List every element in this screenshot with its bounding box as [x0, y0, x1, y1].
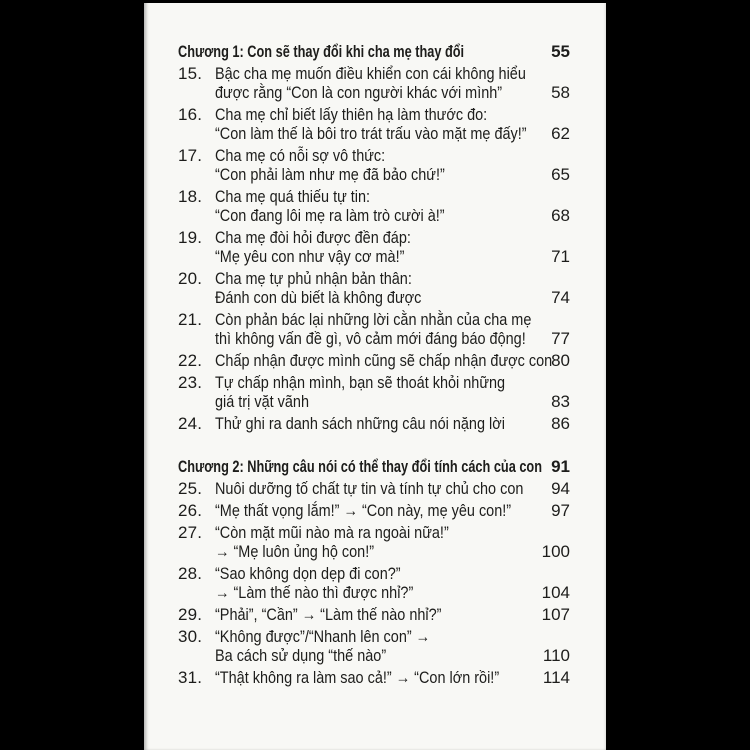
toc-entry-page-number: 83: [551, 392, 570, 411]
toc-entry-line: Cha mẹ chỉ biết lấy thiên hạ làm thước đo:: [215, 105, 488, 124]
chapter-heading-row: [178, 42, 570, 61]
toc-entry-number: 15.: [178, 64, 203, 83]
toc-entry-line: Nuôi dưỡng tố chất tự tin và tính tự chủ cho con: [215, 479, 524, 498]
toc-entry-text: [215, 105, 540, 143]
toc-entry-page-number: 97: [551, 501, 570, 520]
toc-entry-number: 20.: [178, 269, 203, 288]
toc-entry: [178, 564, 570, 602]
toc-entry-line: “Thật không ra làm sao cả!” → “Con lớn rồi!”: [215, 668, 500, 687]
toc-entry-text: [215, 668, 540, 687]
toc-entry-number: 24.: [178, 414, 203, 433]
toc-entry: [178, 627, 570, 665]
toc-entry-line: “Sao không dọn dẹp đi con?”: [215, 564, 401, 583]
toc-entry-number: 26.: [178, 501, 203, 520]
toc-entry-text: [215, 146, 540, 184]
toc-entry-line: Cha mẹ tự phủ nhận bản thân:: [215, 269, 412, 288]
toc-entry: [178, 64, 570, 102]
toc-entry-page-number: 110: [542, 646, 570, 665]
chapter-page-number: 91: [551, 457, 570, 476]
toc-entry-line: Cha mẹ có nỗi sợ vô thức:: [215, 146, 386, 165]
toc-entry-line: Đánh con dù biết là không được: [215, 288, 422, 307]
toc-entry-number: 27.: [178, 523, 203, 542]
toc-entry: [178, 501, 570, 520]
toc-entry-line: “Phải”, “Cần” → “Làm thế nào nhỉ?”: [215, 605, 442, 624]
toc-entry-line: Cha mẹ quá thiếu tự tin:: [215, 187, 371, 206]
chapter-heading-row: [178, 457, 570, 476]
toc-entry-page-number: 58: [551, 83, 570, 102]
toc-entry-line: Còn phản bác lại những lời cằn nhằn của cha mẹ: [215, 310, 532, 329]
toc-entry-line: → “Mẹ luôn ủng hộ con!”: [215, 542, 375, 561]
toc-entry-number: 28.: [178, 564, 203, 583]
toc-entry-number: 25.: [178, 479, 203, 498]
toc-entry-page-number: 62: [551, 124, 570, 143]
toc-entry: [178, 479, 570, 498]
toc-entry-number: 21.: [178, 310, 203, 329]
chapter-heading: Chương 1: Con sẽ thay đổi khi cha mẹ thay đổi: [178, 42, 465, 61]
toc-entry-number: 18.: [178, 187, 203, 206]
toc-entry: [178, 605, 570, 624]
toc-entry-text: [215, 523, 540, 561]
toc-entry-page-number: 114: [542, 668, 570, 687]
photo-top-edge: [0, 0, 750, 3]
toc-entry-number: 31.: [178, 668, 203, 687]
toc-entry-text: [215, 310, 540, 348]
toc-entry: [178, 228, 570, 266]
toc-entry-page-number: 71: [551, 247, 570, 266]
toc-entry-page-number: 104: [541, 583, 570, 602]
book-page: [144, 0, 606, 750]
toc-entry-text: [215, 479, 540, 498]
toc-entry-line: “Con làm thế là bôi tro trát trấu vào mặt mẹ đấy!”: [215, 124, 527, 143]
toc-entry-number: 23.: [178, 373, 203, 392]
toc-entry-page-number: 65: [551, 165, 570, 184]
toc-entry-text: [215, 564, 540, 602]
toc-entry-page-number: 100: [541, 542, 570, 561]
toc-entry-number: 16.: [178, 105, 203, 124]
toc-entry-line: Thử ghi ra danh sách những câu nói nặng lời: [215, 414, 505, 433]
toc-entry-line: Chấp nhận được mình cũng sẽ chấp nhận được con: [215, 351, 553, 370]
toc-entry-line: “Không được”/“Nhanh lên con” →: [215, 627, 431, 646]
toc-entry: [178, 269, 570, 307]
toc-entry-line: được rằng “Con là con người khác với mình”: [215, 83, 503, 102]
toc-entry-line: “Con phải làm như mẹ đã bảo chứ!”: [215, 165, 445, 184]
toc-entry-text: [215, 605, 540, 624]
toc-entry-text: [215, 187, 540, 225]
toc-entry-line: giá trị vặt vãnh: [215, 392, 309, 411]
toc-entry-line: Cha mẹ đòi hỏi được đền đáp:: [215, 228, 411, 247]
toc-entry-text: [215, 351, 553, 370]
toc-entry-text: [215, 228, 540, 266]
toc-entry-text: [215, 501, 540, 520]
toc-entry-number: 30.: [178, 627, 203, 646]
toc-entry-page-number: 94: [551, 479, 570, 498]
toc-entry-line: Ba cách sử dụng “thế nào”: [215, 646, 387, 665]
table-of-contents: [178, 42, 570, 687]
toc-entry-number: 29.: [178, 605, 203, 624]
toc-entry-text: [215, 414, 540, 433]
toc-entry-text: [215, 627, 540, 665]
toc-entry-text: [215, 64, 540, 102]
toc-entry: [178, 668, 570, 687]
toc-entry-text: [215, 269, 540, 307]
toc-entry: [178, 146, 570, 184]
toc-entry-line: “Con đang lôi mẹ ra làm trò cười à!”: [215, 206, 445, 225]
toc-entry-line: “Mẹ thất vọng lắm!” → “Con này, mẹ yêu con!”: [215, 501, 512, 520]
toc-entry-line: Tự chấp nhận mình, bạn sẽ thoát khỏi những: [215, 373, 506, 392]
toc-entry-page-number: 107: [541, 605, 570, 624]
toc-entry-number: 19.: [178, 228, 203, 247]
toc-entry-line: Bậc cha mẹ muốn điều khiển con cái không hiểu: [215, 64, 526, 83]
toc-entry: [178, 105, 570, 143]
toc-entry-page-number: 74: [551, 288, 570, 307]
toc-entry: [178, 373, 570, 411]
toc-entry-page-number: 77: [551, 329, 570, 348]
toc-entry-line: “Còn mặt mũi nào mà ra ngoài nữa!”: [215, 523, 449, 542]
toc-entry-line: → “Làm thế nào thì được nhỉ?”: [215, 583, 414, 602]
toc-entry-line: “Mẹ yêu con như vậy cơ mà!”: [215, 247, 405, 266]
toc-entry-page-number: 80: [551, 351, 570, 370]
toc-entry-number: 17.: [178, 146, 203, 165]
chapter-heading: Chương 2: Những câu nói có thể thay đổi tính cách của con: [178, 457, 543, 476]
toc-entry: [178, 187, 570, 225]
toc-entry-text: [215, 373, 540, 411]
toc-entry-line: thì không vấn đề gì, vô cảm mới đáng báo động!: [215, 329, 526, 348]
toc-entry-number: 22.: [178, 351, 203, 370]
toc-entry: [178, 351, 570, 370]
toc-entry: [178, 414, 570, 433]
chapter-page-number: 55: [551, 42, 570, 61]
toc-entry: [178, 523, 570, 561]
toc-entry: [178, 310, 570, 348]
toc-entry-page-number: 68: [551, 206, 570, 225]
toc-section: [178, 42, 570, 433]
toc-section: [178, 457, 570, 687]
toc-entry-page-number: 86: [551, 414, 570, 433]
